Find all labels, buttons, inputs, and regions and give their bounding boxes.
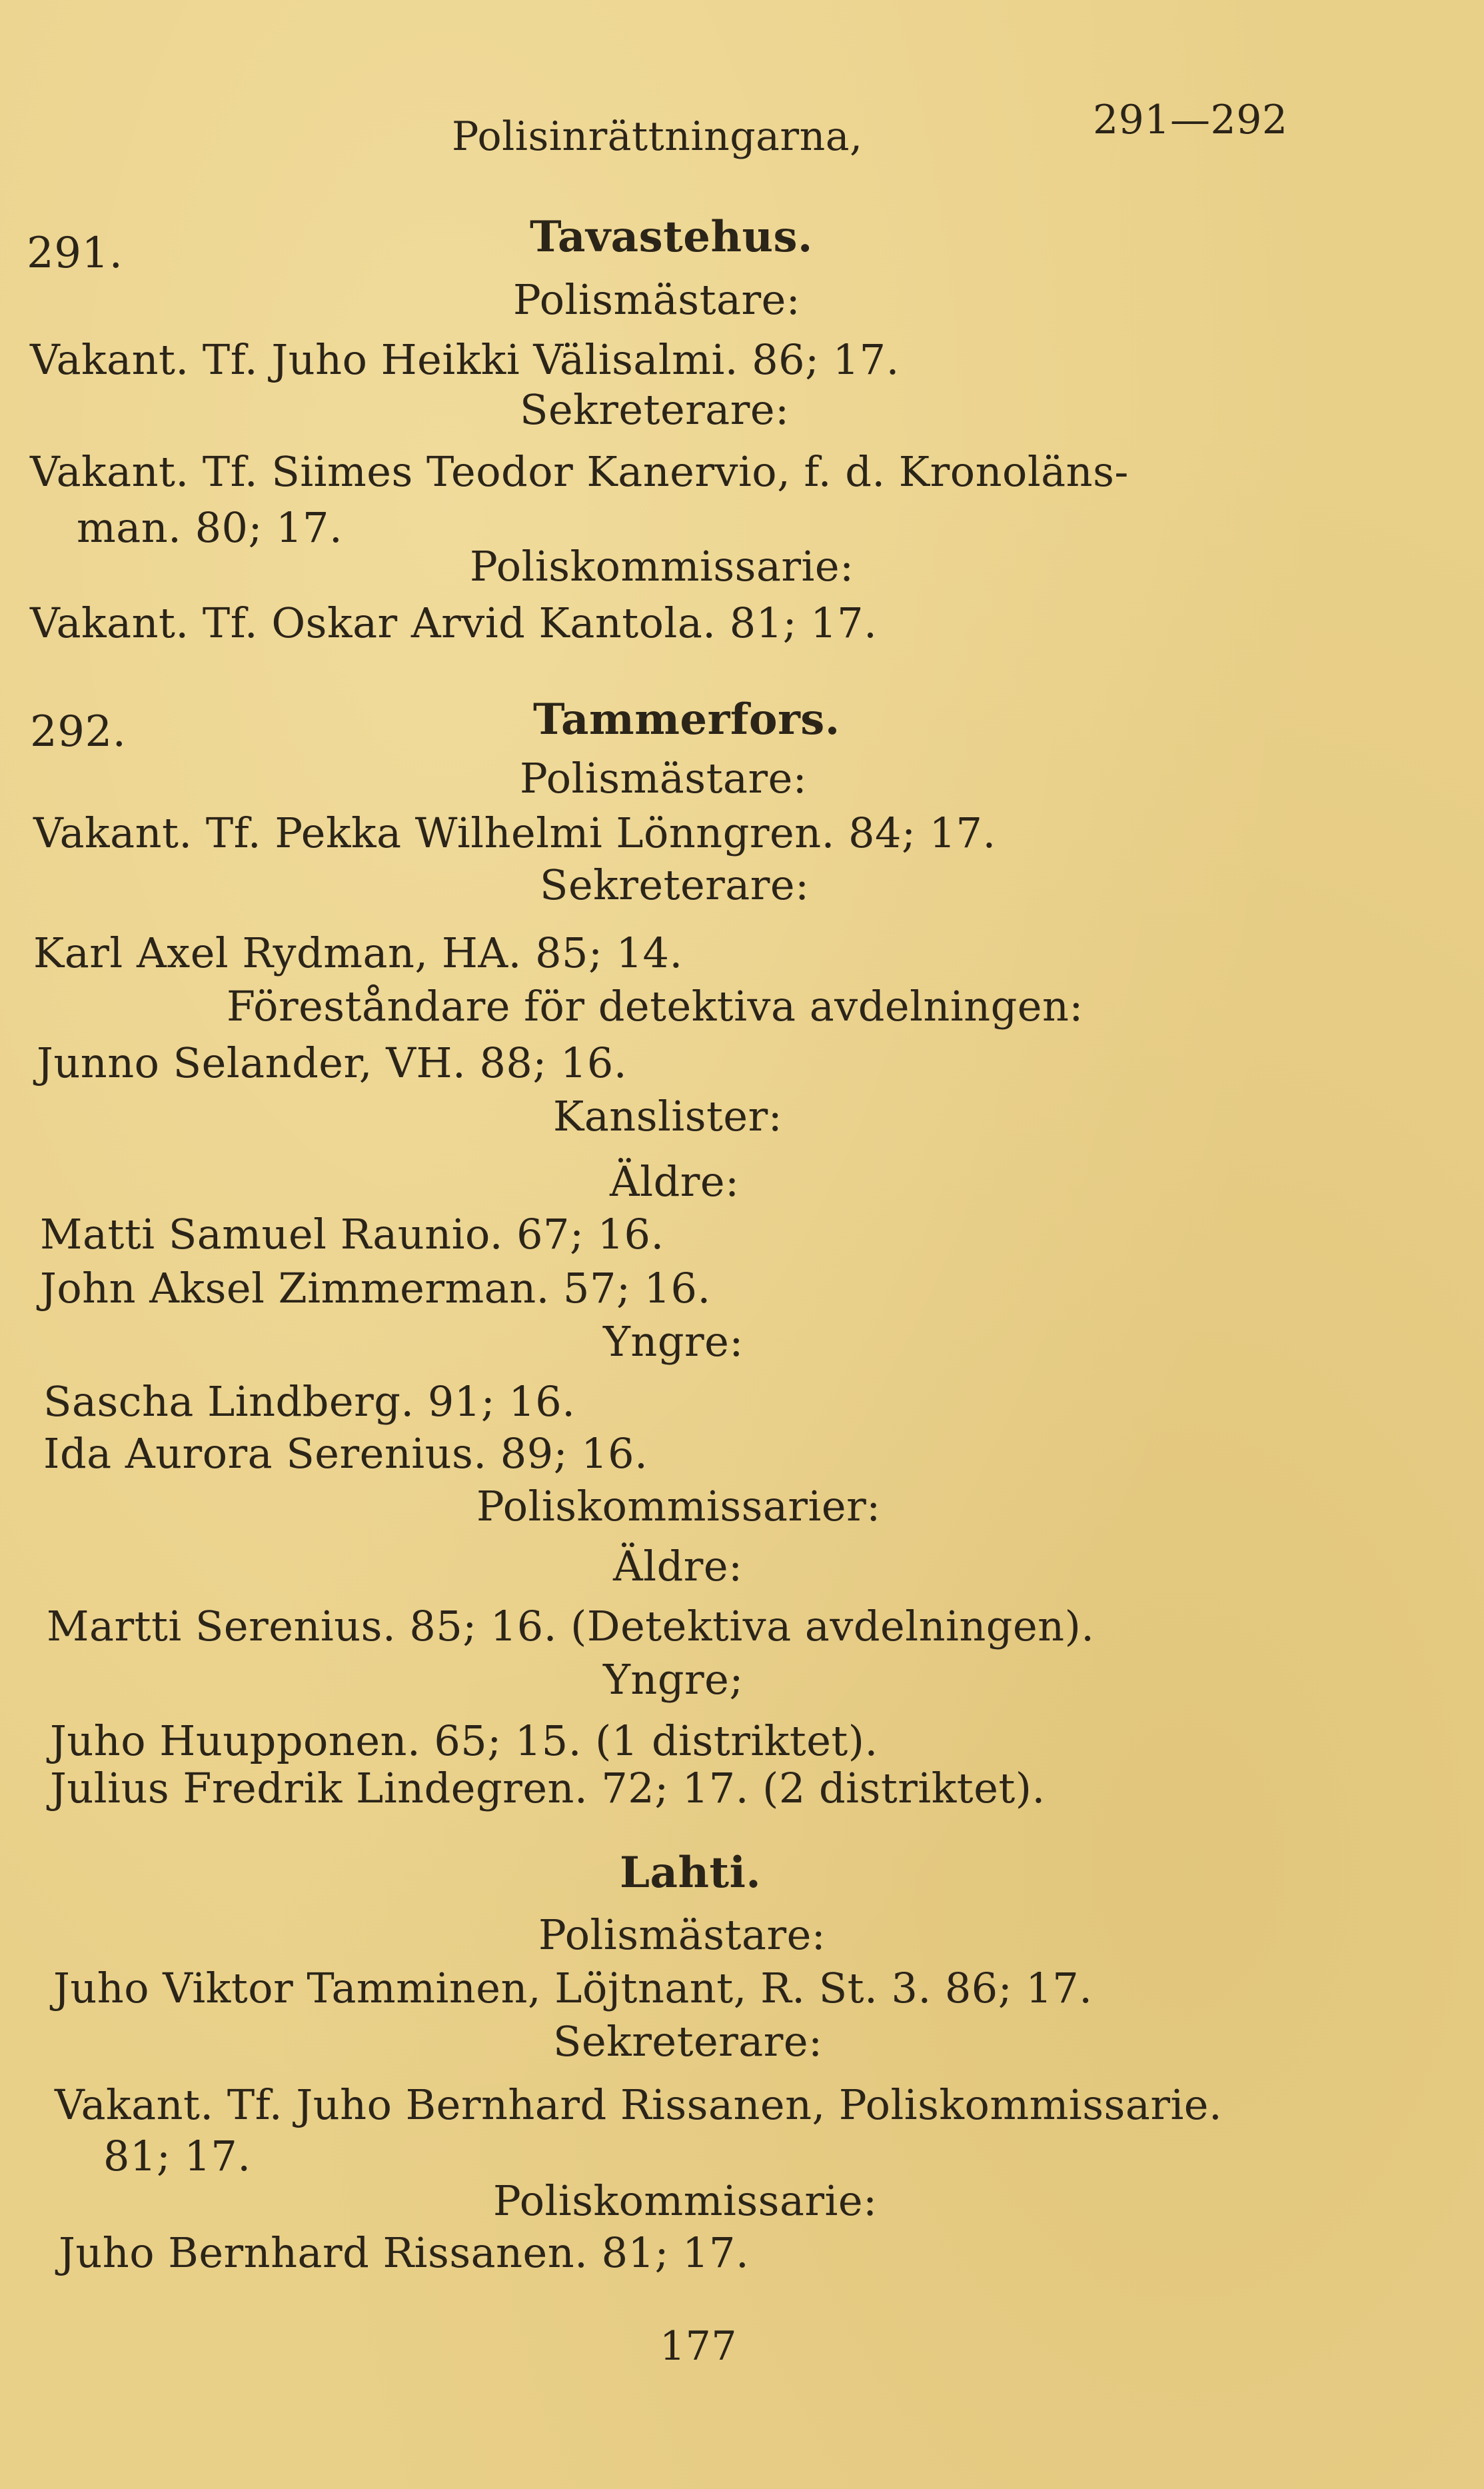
role-heading: Polismästare: <box>538 1910 826 1959</box>
entry-line: John Aksel Zimmerman. 57; 16. <box>40 1264 711 1312</box>
entry-line: Sascha Lindberg. 91; 16. <box>43 1377 576 1426</box>
entry-line-continued: man. 80; 17. <box>77 503 343 552</box>
page-number: 177 <box>660 2323 738 2370</box>
sub-heading: Yngre: <box>603 1317 744 1366</box>
role-heading: Poliskommissarier: <box>476 1482 881 1530</box>
entry-line: Vakant. Tf. Pekka Wilhelmi Lönngren. 84; 17. <box>33 809 996 857</box>
sub-heading: Yngre; <box>603 1655 744 1704</box>
entry-line: Vakant. Tf. Oskar Arvid Kantola. 81; 17. <box>30 599 878 647</box>
role-heading: Poliskommissarie: <box>470 542 854 591</box>
entry-line: Julius Fredrik Lindegren. 72; 17. (2 distriktet). <box>50 1764 1046 1812</box>
role-heading: Polismästare: <box>520 754 808 803</box>
role-heading: Polismästare: <box>513 275 801 324</box>
section-title-tammerfors: Tammerfors. <box>533 695 840 745</box>
entry-line: Vakant. Tf. Juho Bernhard Rissanen, Poliskommissarie. <box>55 2080 1223 2129</box>
role-heading: Kanslister: <box>553 1092 783 1141</box>
entry-line: Karl Axel Rydman, HA. 85; 14. <box>33 929 683 977</box>
sub-heading: Äldre: <box>610 1157 740 1206</box>
entry-line: Junno Selander, VH. 88; 16. <box>37 1039 628 1087</box>
entry-line: Martti Serenius. 85; 16. (Detektiva avdelningen). <box>47 1602 1095 1650</box>
section-title-lahti: Lahti. <box>620 1848 762 1898</box>
entry-line: Juho Bernhard Rissanen. 81; 17. <box>59 2228 750 2277</box>
entry-line: Ida Aurora Serenius. 89; 16. <box>43 1429 648 1478</box>
entry-line: Vakant. Tf. Siimes Teodor Kanervio, f. d. Kronoläns- <box>30 447 1129 496</box>
sub-heading: Äldre: <box>613 1542 743 1590</box>
role-heading: Föreståndare för detektiva avdelningen: <box>227 982 1084 1031</box>
role-heading: Poliskommissarie: <box>493 2176 878 2225</box>
section-title-tavastehus: Tavastehus. <box>530 212 813 262</box>
entry-line: Vakant. Tf. Juho Heikki Välisalmi. 86; 17. <box>30 335 900 384</box>
entry-line: Juho Huupponen. 65; 15. (1 distriktet). <box>50 1716 878 1765</box>
section-number-291: 291. <box>27 229 123 278</box>
page-range: 291—292 <box>1093 97 1288 143</box>
entry-line: Matti Samuel Raunio. 67; 16. <box>40 1210 664 1258</box>
role-heading: Sekreterare: <box>540 861 810 909</box>
section-number-292: 292. <box>30 707 127 757</box>
running-title: Polisinrättningarna, <box>452 113 863 160</box>
entry-line-continued: 81; 17. <box>103 2132 251 2180</box>
entry-line: Juho Viktor Tamminen, Löjtnant, R. St. 3. 86; 17. <box>53 1964 1093 2012</box>
role-heading: Sekreterare: <box>520 385 790 434</box>
role-heading: Sekreterare: <box>553 2017 823 2066</box>
